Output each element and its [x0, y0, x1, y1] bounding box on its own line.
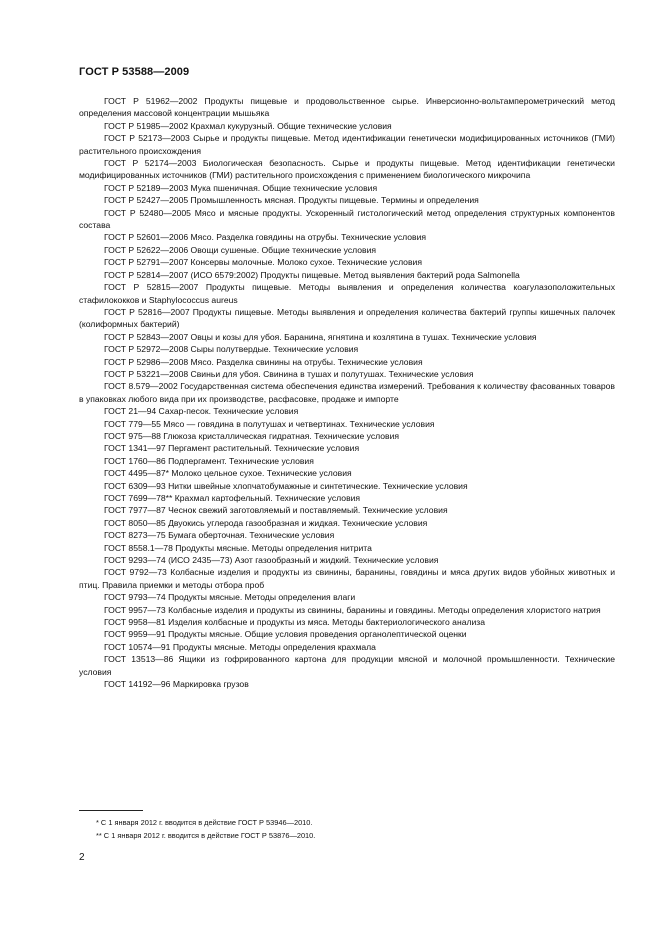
reference-item: ГОСТ 8558.1—78 Продукты мясные. Методы определения нитрита [104, 542, 372, 553]
reference-item: ГОСТ Р 52174—2003 Биологическая безопасность. Сырье и продукты пищевые. Метод идентификации генетически модифицированных источников (ГМИ) растительного происхождения с применением биологического микрочипа [79, 158, 615, 181]
reference-item: ГОСТ Р 52972—2008 Сыры полутвердые. Технические условия [104, 344, 359, 355]
reference-item: ГОСТ 9793—74 Продукты мясные. Методы определения влаги [104, 592, 356, 603]
reference-item: ГОСТ 1341—97 Пергамент растительный. Технические условия [104, 443, 360, 454]
reference-item: ГОСТ Р 51985—2002 Крахмал кукурузный. Общие технические условия [104, 120, 392, 131]
reference-item: ГОСТ Р 52427—2005 Промышленность мясная. Продукты пищевые. Термины и определения [104, 195, 479, 206]
reference-item: ГОСТ 8273—75 Бумага оберточная. Технические условия [104, 530, 335, 541]
reference-item: ГОСТ 9958—81 Изделия колбасные и продукты из мяса. Методы бактериологического анализа [104, 617, 486, 628]
reference-item: ГОСТ 779—55 Мясо — говядина в полутушах и четвертинах. Технические условия [104, 418, 435, 429]
reference-item: ГОСТ 8050—85 Двуокись углерода газообразная и жидкая. Технические условия [104, 517, 428, 528]
reference-item: ГОСТ Р 52814—2007 (ИСО 6579:2002) Продукты пищевые. Метод выявления бактерий рода Salmonella [104, 269, 520, 280]
page-number: 2 [79, 852, 85, 863]
reference-item: ГОСТ 7977—87 Чеснок свежий заготовляемый и поставляемый. Технические условия [104, 505, 448, 516]
reference-item: ГОСТ 1760—86 Подпергамент. Технические условия [104, 455, 314, 466]
reference-item: ГОСТ 14192—96 Маркировка грузов [104, 679, 249, 690]
reference-item: ГОСТ Р 52622—2006 Овощи сушеные. Общие технические условия [104, 244, 377, 255]
reference-item: ГОСТ 6309—93 Нитки швейные хлопчатобумажные и синтетические. Технические условия [104, 480, 468, 491]
reference-item: ГОСТ 10574—91 Продукты мясные. Методы определения крахмала [104, 641, 376, 652]
reference-item: ГОСТ 9959—91 Продукты мясные. Общие условия проведения органолептической оценки [104, 629, 467, 640]
reference-item: ГОСТ Р 52189—2003 Мука пшеничная. Общие технические условия [104, 182, 378, 193]
reference-item: ГОСТ Р 52601—2006 Мясо. Разделка говядины на отрубы. Технические условия [104, 232, 427, 243]
reference-item: ГОСТ Р 52816—2007 Продукты пищевые. Методы выявления и определения количества бактерий группы кишечных палочек (колиформных бактерий) [79, 306, 615, 330]
reference-item: ГОСТ Р 51962—2002 Продукты пищевые и продовольственное сырье. Инверсионно-вольтамперометрический метод определения массовой концентрации мышьяка [79, 96, 615, 119]
reference-item: ГОСТ Р 52815—2007 Продукты пищевые. Методы выявления и определения количества коагулазоположительных стафилококков и Staphylococcus aureus [79, 282, 615, 305]
reference-item: ГОСТ 21—94 Сахар-песок. Технические условия [104, 406, 299, 417]
reference-item: ГОСТ Р 52791—2007 Консервы молочные. Молоко сухое. Технические условия [104, 257, 422, 268]
reference-item: ГОСТ Р 52986—2008 Мясо. Разделка свинины на отрубы. Технические условия [104, 356, 423, 367]
reference-item: ГОСТ 13513—86 Ящики из гофрированного картона для продукции мясной и молочной промышленности. Технические условия [79, 654, 615, 677]
reference-item: ГОСТ 9293—74 (ИСО 2435—73) Азот газообразный и жидкий. Технические условия [104, 555, 439, 566]
reference-item: ГОСТ 975—88 Глюкоза кристаллическая гидратная. Технические условия [104, 430, 400, 441]
reference-item: ГОСТ 7699—78** Крахмал картофельный. Технические условия [104, 493, 361, 503]
footnote-item: * С 1 января 2012 г. вводится в действие ГОСТ Р 53946—2010. [96, 818, 313, 827]
reference-item: ГОСТ 8.579—2002 Государственная система обеспечения единства измерений. Требования к количеству фасованных товаров в упаковках любого вида при их производстве, расфасовке, продаже и импорте [79, 381, 615, 404]
reference-item: ГОСТ Р 52480—2005 Мясо и мясные продукты. Ускоренный гистологический метод определения структурных компонентов состава [79, 207, 615, 231]
footnote-divider [79, 810, 143, 811]
footnotes [79, 817, 615, 842]
normative-references-list [79, 95, 615, 691]
reference-item: ГОСТ 9957—73 Колбасные изделия и продукты из свинины, баранины и говядины. Методы определения хлористого натрия [104, 604, 601, 615]
reference-item: ГОСТ Р 53221—2008 Свиньи для убоя. Свинина в тушах и полутушах. Технические условия [104, 368, 474, 379]
reference-item: ГОСТ 4495—87* Молоко цельное сухое. Технические условия [104, 468, 352, 479]
reference-item: ГОСТ Р 52173—2003 Сырье и продукты пищевые. Метод идентификации генетически модифицированных источников (ГМИ) растительного происхождения [79, 133, 615, 156]
reference-item: ГОСТ 9792—73 Колбасные изделия и продукты из свинины, баранины, говядины и мяса других видов убойных животных и птиц. Правила приемки и методы отбора проб [79, 567, 615, 590]
reference-item: ГОСТ Р 52843—2007 Овцы и козы для убоя. Баранина, ягнятина и козлятина в тушах. Технические условия [104, 331, 537, 342]
footnote-item: ** С 1 января 2012 г. вводится в действие ГОСТ Р 53876—2010. [96, 830, 316, 840]
document-code-header: ГОСТ Р 53588—2009 [79, 66, 190, 78]
